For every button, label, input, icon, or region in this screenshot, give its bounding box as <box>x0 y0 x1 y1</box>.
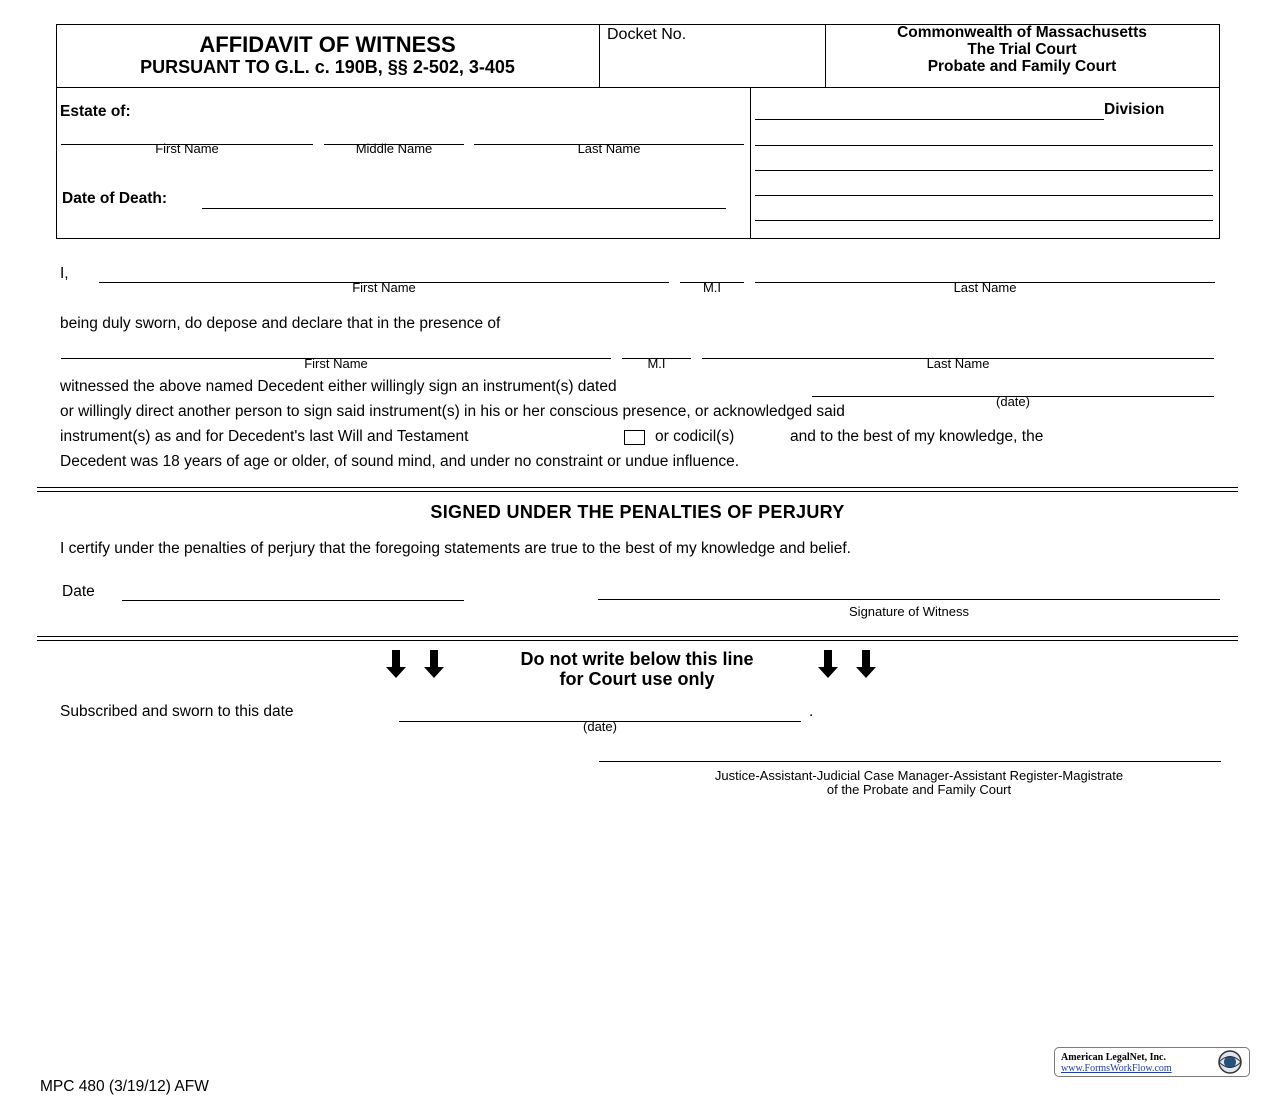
header-vdivider-1 <box>599 24 600 87</box>
decedent-last-name-caption: Last Name <box>926 356 990 371</box>
official-caption-line-1: Justice-Assistant-Judicial Case Manager-Assistant Register-Magistrate <box>714 768 1124 783</box>
court-line-3: Probate and Family Court <box>927 58 1117 75</box>
i-label: I, <box>60 265 69 282</box>
court-line-2: The Trial Court <box>967 41 1077 58</box>
estate-label: Estate of: <box>60 103 131 120</box>
logo-company: American LegalNet, Inc. <box>1061 1052 1166 1063</box>
down-arrow-icon <box>856 650 876 678</box>
codicil-label: or codicil(s) <box>655 428 735 445</box>
division-line-4[interactable] <box>755 195 1213 196</box>
date-of-death-label: Date of Death: <box>62 190 168 207</box>
section-rule-2 <box>37 491 1238 492</box>
subscribed-date-caption: (date) <box>583 719 617 734</box>
division-field[interactable] <box>755 119 1104 120</box>
official-caption-line-2: of the Probate and Family Court <box>826 782 1012 797</box>
codicil-checkbox[interactable] <box>624 430 645 445</box>
division-label: Division <box>1104 101 1165 118</box>
division-line-2[interactable] <box>755 145 1213 146</box>
certify-text: I certify under the penalties of perjury that the foregoing statements are true to the best of my knowledge and belief. <box>60 540 851 557</box>
perjury-date-label: Date <box>62 583 95 600</box>
estate-middle-name-caption: Middle Name <box>355 141 433 156</box>
estate-first-name-caption: First Name <box>155 141 219 156</box>
division-line-5[interactable] <box>755 220 1213 221</box>
court-use-line-1: Do not write below this line <box>520 649 754 669</box>
perjury-heading: SIGNED UNDER THE PENALTIES OF PERJURY <box>430 502 845 522</box>
subscribed-text: Subscribed and sworn to this date <box>60 703 294 720</box>
affiant-last-name-caption: Last Name <box>953 280 1017 295</box>
court-line-1: Commonwealth of Massachusetts <box>897 24 1147 41</box>
docket-label: Docket No. <box>607 26 687 43</box>
section-rule-4 <box>37 640 1238 641</box>
affiant-mi-caption: M.I <box>702 280 722 295</box>
logo-url: www.FormsWorkFlow.com <box>1061 1063 1172 1074</box>
decedent-age-text: Decedent was 18 years of age or older, of sound mind, and under no constraint or undue influence. <box>60 453 739 470</box>
official-signature-field[interactable] <box>599 761 1221 762</box>
globe-icon <box>1213 1049 1247 1075</box>
subscribed-period: . <box>809 703 814 720</box>
affiant-first-name-caption: First Name <box>352 280 416 295</box>
court-use-line-2: for Court use only <box>559 669 715 689</box>
best-knowledge-text: and to the best of my knowledge, the <box>790 428 1044 445</box>
duly-sworn-text: being duly sworn, do depose and declare that in the presence of <box>60 315 501 332</box>
witness-signature-field[interactable] <box>598 599 1220 600</box>
down-arrow-icon <box>386 650 406 678</box>
date-of-death-field[interactable] <box>202 208 726 209</box>
decedent-mi-caption: M.I <box>647 356 666 371</box>
section-rule-3 <box>37 636 1238 637</box>
form-subtitle: PURSUANT TO G.L. c. 190B, §§ 2-502, 3-405 <box>140 57 515 77</box>
witness-signature-caption: Signature of Witness <box>849 604 969 619</box>
form-title: AFFIDAVIT OF WITNESS <box>199 32 456 57</box>
direct-text: or willingly direct another person to sign said instrument(s) in his or her conscious presence, or acknowledged said <box>60 403 845 420</box>
form-id: MPC 480 (3/19/12) AFW <box>40 1078 209 1095</box>
decedent-first-name-caption: First Name <box>304 356 368 371</box>
estate-last-name-caption: Last Name <box>577 141 641 156</box>
division-line-3[interactable] <box>755 170 1213 171</box>
estate-vdivider <box>750 87 751 239</box>
legalnet-logo[interactable] <box>1054 1047 1250 1077</box>
instrument-text: instrument(s) as and for Decedent's last Will and Testament <box>60 428 469 445</box>
instrument-date-caption: (date) <box>996 394 1030 409</box>
section-rule-1 <box>37 487 1238 488</box>
witnessed-text: witnessed the above named Decedent either willingly sign an instrument(s) dated <box>60 378 617 395</box>
header-divider <box>56 87 1220 88</box>
perjury-date-field[interactable] <box>122 600 464 601</box>
